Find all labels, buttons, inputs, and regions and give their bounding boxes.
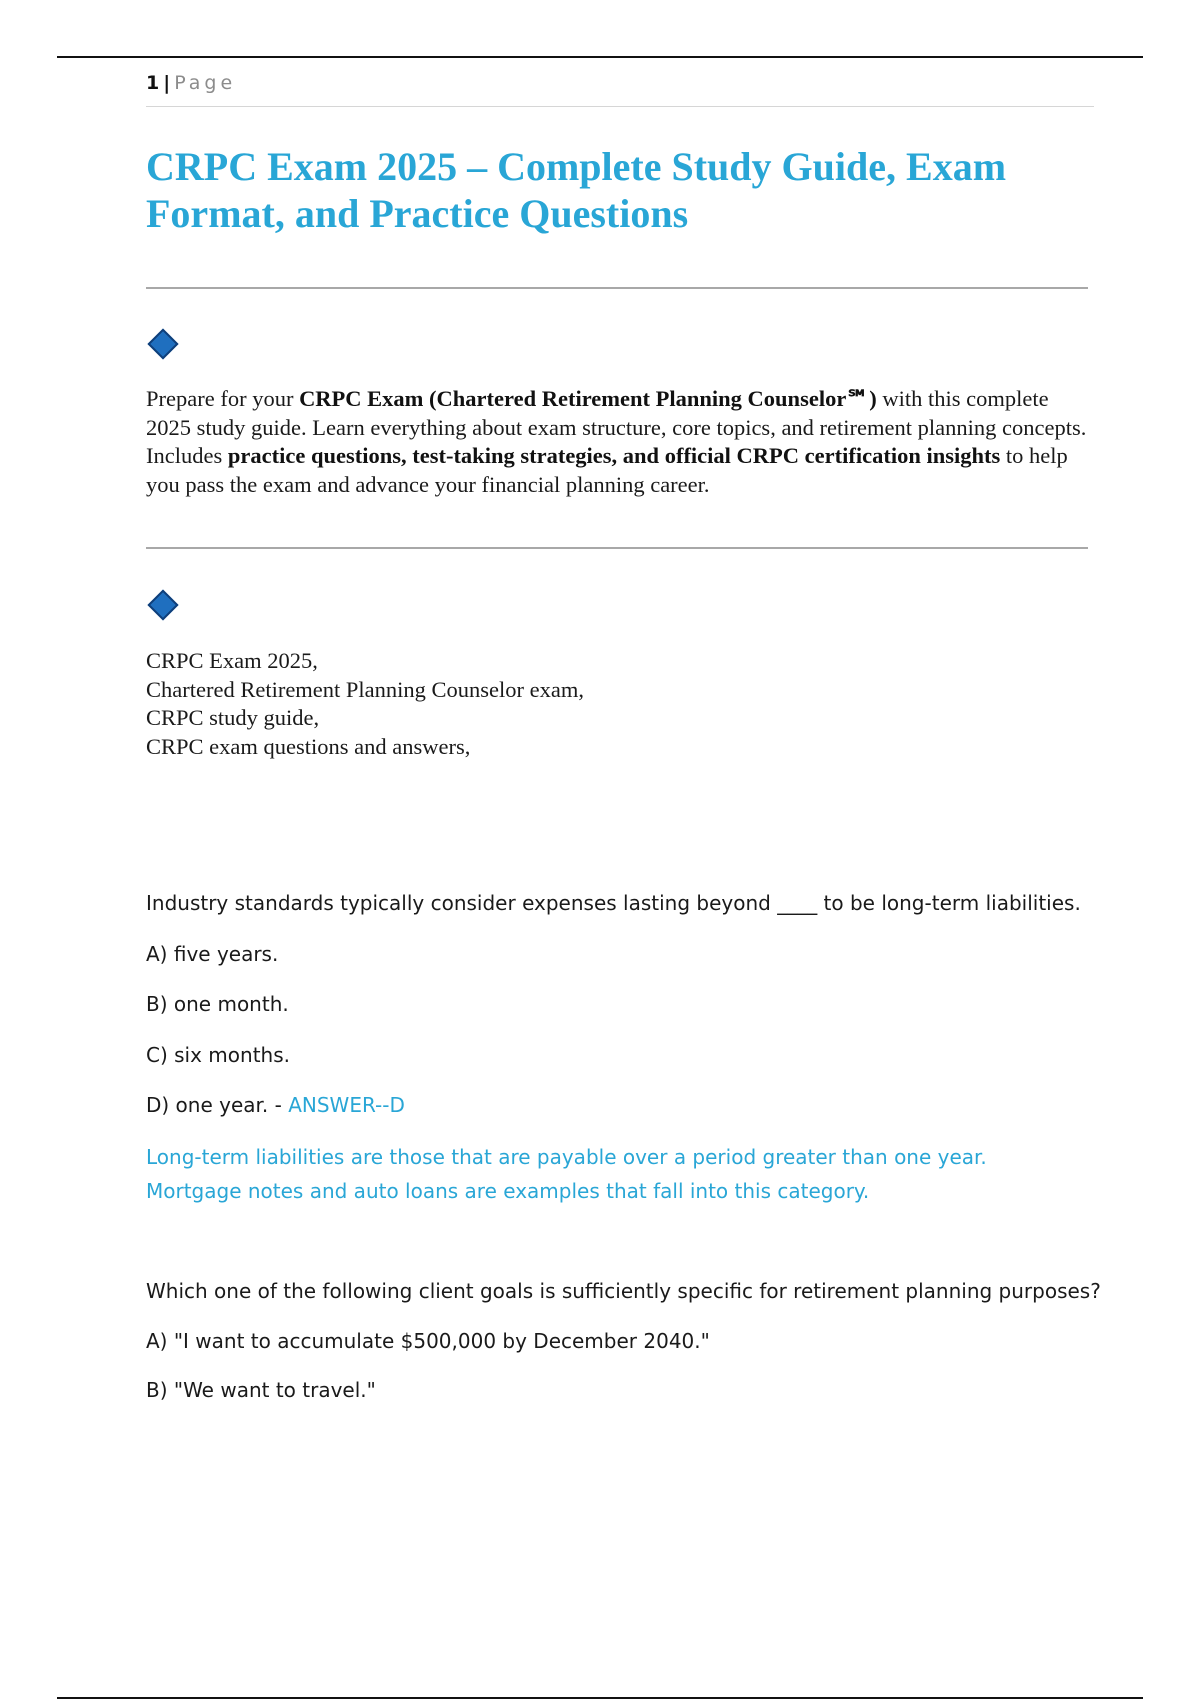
question-2-text: Which one of the following client goals is sufficiently specific for retirement planning purposes? — [146, 1279, 1101, 1303]
question-2-option-a: A) "I want to accumulate $500,000 by December 2040." — [146, 1329, 710, 1353]
option-d-text: D) one year. - — [146, 1093, 289, 1117]
question-1-text: Industry standards typically consider expenses lasting beyond ____ to be long-term liabilities. — [146, 891, 1081, 915]
document-title: CRPC Exam 2025 – Complete Study Guide, Exam Format, and Practice Questions — [146, 144, 1007, 236]
intro-text: with this complete 2025 study guide. Learn everything about exam structure, core topics, and retirement planning concepts. Includes — [146, 386, 1087, 468]
keyword-list — [146, 647, 584, 761]
section-divider — [146, 287, 1088, 289]
intro-bold-exam: CRPC Exam (Chartered Retirement Planning Counselor℠) — [299, 386, 877, 411]
question-1-option-c: C) six months. — [146, 1043, 290, 1067]
keyword-item: CRPC Exam 2025, — [146, 648, 318, 673]
section-divider — [146, 547, 1088, 549]
intro-text: to help you pass the exam and advance your financial planning career. — [146, 443, 1068, 497]
keyword-item: Chartered Retirement Planning Counselor exam, — [146, 676, 585, 702]
page-top-rule — [57, 56, 1143, 58]
page-separator: | — [163, 72, 171, 94]
question-1-explanation: Long-term liabilities are those that are payable over a period greater than one year. Mortgage notes and auto loans are examples that fall into this category. — [146, 1145, 987, 1203]
diamond-icon — [147, 589, 178, 620]
intro-text: Prepare for your — [146, 386, 300, 411]
question-2-option-b: B) "We want to travel." — [146, 1378, 376, 1402]
answer-label: ANSWER--D — [288, 1093, 405, 1117]
diamond-icon — [147, 328, 178, 359]
keyword-item: CRPC exam questions and answers, — [146, 733, 471, 759]
question-1-option-b: B) one month. — [146, 992, 289, 1016]
intro-bold-features: practice questions, test-taking strategies, and official CRPC certification insights — [227, 443, 1001, 468]
page-label: Page — [174, 72, 237, 94]
question-1-option-a: A) five years. — [146, 942, 279, 966]
keyword-item: CRPC study guide, — [146, 705, 320, 730]
intro-paragraph — [146, 385, 1096, 499]
page-header — [146, 72, 1094, 107]
page-bottom-rule — [57, 1697, 1143, 1699]
question-1-option-d — [146, 1092, 405, 1118]
page-number: 1 — [146, 72, 160, 94]
